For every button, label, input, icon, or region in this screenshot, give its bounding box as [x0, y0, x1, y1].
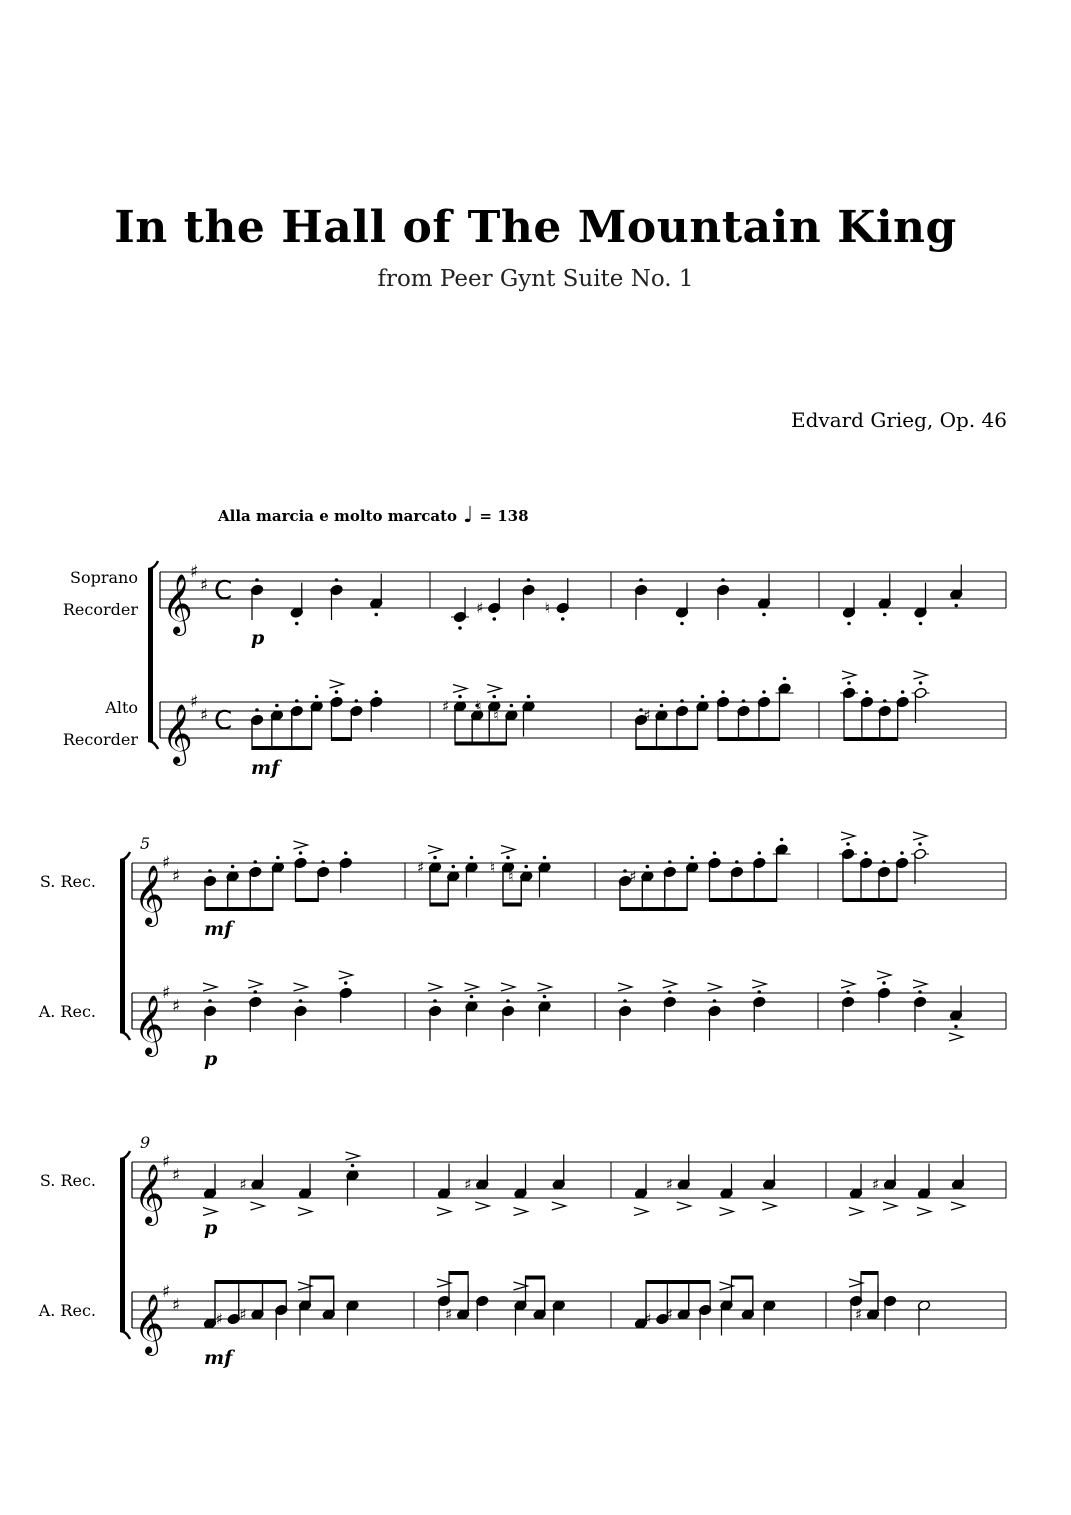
accent-mark	[552, 1202, 566, 1210]
staccato-dot	[780, 838, 784, 842]
sharp-icon: ♯	[172, 996, 181, 1017]
note	[757, 574, 770, 617]
system-3	[38, 1133, 1006, 1369]
sharp-icon: ♯	[215, 1310, 224, 1328]
system-bracket	[120, 860, 125, 1032]
accent-mark	[949, 1033, 963, 1041]
note	[552, 1300, 565, 1336]
sharp-icon: ♯	[172, 1295, 181, 1316]
staccato-dot	[680, 622, 684, 626]
natural-icon: ♮	[490, 858, 496, 877]
staccato-dot	[208, 869, 212, 873]
soprano-staff	[40, 832, 1006, 940]
note	[951, 1155, 965, 1211]
staccato-dot	[470, 995, 474, 999]
beam	[455, 742, 506, 746]
sharp-icon: ♯	[162, 1282, 171, 1302]
staccato-dot	[701, 695, 705, 699]
accent-mark	[877, 971, 891, 979]
staccato-dot	[295, 622, 299, 626]
staccato-dot	[918, 990, 922, 994]
natural-icon: ♮	[508, 867, 514, 886]
note	[538, 983, 552, 1037]
staccato-dot	[492, 695, 496, 699]
staccato-dot	[506, 856, 510, 860]
bracket-top-hook	[120, 852, 130, 860]
staccato-dot	[713, 851, 717, 855]
staccato-dot	[865, 690, 869, 694]
staccato-dot	[639, 578, 643, 582]
note	[203, 983, 217, 1041]
bracket-top-hook	[120, 1151, 130, 1159]
staccato-dot	[255, 578, 259, 582]
dynamic-marking: p	[204, 1217, 218, 1239]
staccato-dot	[344, 981, 348, 985]
quarter-note-icon: ♩	[463, 503, 474, 528]
sharp-icon: ♯	[190, 562, 199, 582]
composer-credit: Edvard Grieg, Op. 46	[791, 408, 1007, 432]
sharp-icon: ♯	[476, 599, 484, 617]
staccato-dot	[527, 695, 531, 699]
accent-mark	[203, 983, 217, 991]
note	[508, 865, 533, 907]
accent-mark	[917, 1208, 931, 1216]
note	[464, 1155, 489, 1211]
accent-mark	[842, 671, 856, 679]
staccato-dot	[919, 681, 923, 685]
accent-mark	[663, 980, 677, 988]
note	[913, 980, 927, 1032]
staccato-dot	[783, 677, 787, 681]
piece-title: In the Hall of The Mountain King	[114, 202, 957, 253]
natural-icon: ♮	[493, 706, 499, 725]
staccato-dot	[883, 699, 887, 703]
accent-mark	[914, 671, 928, 679]
sharp-icon: ♯	[643, 706, 651, 725]
note	[339, 971, 353, 1023]
note	[877, 971, 891, 1023]
bracket-bottom-hook	[120, 1331, 130, 1339]
staccato-dot	[335, 690, 339, 694]
note	[629, 865, 654, 907]
staccato-dot	[668, 860, 672, 864]
instrument-name-short: S. Rec.	[39, 872, 96, 891]
system-2	[38, 832, 1006, 1070]
accent-mark	[841, 832, 855, 840]
staccato-dot	[510, 704, 514, 708]
accent-mark	[913, 832, 927, 840]
measure-number: 5	[140, 834, 151, 853]
treble-clef-icon: 𝄞	[134, 1164, 165, 1224]
sharp-icon: ♯	[442, 697, 450, 716]
staccato-dot	[458, 695, 462, 699]
alto-staff	[38, 971, 1006, 1070]
staccato-dot	[451, 865, 455, 869]
staccato-dot	[882, 860, 886, 864]
sharp-icon: ♯	[172, 866, 181, 887]
treble-clef-icon: 𝄞	[134, 995, 165, 1055]
note	[663, 980, 677, 1032]
accent-mark	[752, 980, 766, 988]
note	[493, 704, 518, 746]
beam	[844, 737, 898, 741]
sharp-icon: ♯	[445, 1305, 453, 1324]
instrument-name-short: A. Rec.	[38, 1301, 96, 1320]
staccato-dot	[506, 999, 510, 1003]
staccato-dot	[757, 851, 761, 855]
beam	[449, 1271, 468, 1275]
staccato-dot	[295, 699, 299, 703]
staccato-dot	[864, 851, 868, 855]
sharp-icon: ♯	[644, 1310, 652, 1328]
note	[501, 983, 515, 1041]
accent-mark	[453, 685, 467, 693]
beam	[526, 1276, 545, 1280]
note	[773, 838, 791, 880]
alto-staff	[38, 1271, 1006, 1369]
staccato-dot	[299, 851, 303, 855]
time-signature: C	[214, 706, 233, 736]
staccato-dot	[543, 856, 547, 860]
staccato-dot	[433, 999, 437, 1003]
staccato-dot	[231, 865, 235, 869]
note	[840, 671, 858, 723]
accent-mark	[501, 846, 515, 854]
note	[708, 983, 722, 1041]
note	[666, 1155, 691, 1211]
note	[917, 1300, 930, 1336]
beam	[732, 1276, 753, 1280]
soprano-staff	[40, 1152, 1006, 1239]
accent-mark	[677, 1202, 691, 1210]
staccato-dot	[757, 990, 761, 994]
staccato-dot	[299, 999, 303, 1003]
beam	[646, 1280, 710, 1284]
note	[878, 574, 891, 617]
beam	[215, 1280, 286, 1284]
accent-mark	[708, 983, 722, 991]
sharp-icon: ♯	[162, 1152, 171, 1172]
accent-mark	[428, 846, 442, 854]
sharp-icon: ♯	[190, 692, 199, 712]
accent-mark	[762, 1202, 776, 1210]
staccato-dot	[901, 690, 905, 694]
staccato-dot	[470, 856, 474, 860]
treble-clef-icon: 𝄞	[162, 704, 193, 764]
note	[522, 695, 535, 737]
sharp-icon: ♯	[172, 1165, 181, 1186]
note	[752, 980, 766, 1032]
note	[842, 583, 855, 626]
staccato-dot	[742, 699, 746, 703]
note	[666, 1285, 691, 1324]
staccato-dot	[721, 578, 725, 582]
accent-mark	[294, 841, 308, 849]
sharp-icon: ♯	[162, 983, 171, 1003]
natural-icon: ♮	[476, 697, 482, 716]
staccato-dot	[433, 856, 437, 860]
beam	[252, 746, 312, 750]
note	[465, 856, 478, 898]
bracket-bottom-hook	[148, 741, 158, 749]
measure-number: 9	[140, 1133, 151, 1152]
accent-mark	[841, 980, 855, 988]
staccato-dot	[623, 869, 627, 873]
note	[675, 583, 688, 626]
staccato-dot	[524, 865, 528, 869]
staccato-dot	[954, 1025, 958, 1029]
accent-mark	[913, 980, 927, 988]
staccato-dot	[275, 704, 279, 708]
staccato-dot	[639, 708, 643, 712]
accent-mark	[465, 983, 479, 991]
accent-mark	[951, 1202, 965, 1210]
accent-mark	[514, 1208, 528, 1216]
dynamic-marking: mf	[204, 918, 233, 940]
accent-mark	[346, 1152, 360, 1160]
note	[370, 574, 383, 617]
accent-mark	[248, 980, 262, 988]
instrument-name-short: S. Rec.	[39, 1171, 96, 1190]
note	[841, 980, 855, 1032]
note	[914, 583, 927, 626]
accent-mark	[849, 1208, 863, 1216]
staccato-dot	[344, 851, 348, 855]
note	[912, 671, 930, 723]
note	[290, 583, 303, 626]
staccato-dot	[208, 999, 212, 1003]
instrument-name-short: A. Rec.	[38, 1002, 96, 1021]
accent-mark	[618, 983, 632, 991]
staccato-dot	[762, 613, 766, 617]
piece-subtitle: from Peer Gynt Suite No. 1	[377, 266, 694, 292]
beam	[205, 907, 273, 911]
note	[476, 1295, 489, 1331]
note	[911, 832, 929, 884]
dynamic-marking: mf	[251, 757, 280, 779]
beam	[620, 907, 687, 911]
sharp-icon: ♯	[200, 575, 209, 596]
staccato-dot	[847, 622, 851, 626]
dynamic-marking: mf	[204, 1347, 233, 1369]
beam	[636, 746, 698, 750]
staccato-dot	[374, 690, 378, 694]
staccato-dot	[846, 842, 850, 846]
staccato-dot	[527, 578, 531, 582]
tempo-bpm: = 138	[479, 507, 529, 525]
staccato-dot	[374, 613, 378, 617]
staccato-dot	[561, 617, 565, 621]
staccato-dot	[458, 626, 462, 630]
beam	[332, 737, 352, 741]
sharp-icon: ♯	[417, 858, 425, 877]
sharp-icon: ♯	[239, 1175, 247, 1194]
staccato-dot	[335, 578, 339, 582]
staccato-dot	[315, 695, 319, 699]
note	[763, 1300, 776, 1336]
tempo-text: Alla marcia e molto marcato	[218, 507, 458, 525]
bracket-bottom-hook	[120, 1032, 130, 1040]
staccato-dot	[954, 604, 958, 608]
accent-mark	[203, 1208, 217, 1216]
beam	[718, 737, 780, 741]
staccato-dot	[253, 860, 257, 864]
beam	[430, 903, 448, 907]
note	[216, 1289, 241, 1328]
staccato-dot	[646, 865, 650, 869]
natural-icon: ♮	[544, 599, 551, 617]
beam	[710, 898, 777, 902]
staccato-dot	[721, 690, 725, 694]
accent-mark	[428, 983, 442, 991]
staccato-dot	[735, 860, 739, 864]
sharp-icon: ♯	[855, 1305, 863, 1324]
note	[346, 1300, 359, 1336]
sharp-icon: ♯	[629, 867, 637, 886]
staccato-dot	[690, 856, 694, 860]
staccato-dot	[900, 851, 904, 855]
staccato-dot	[253, 990, 257, 994]
note	[346, 1152, 360, 1206]
time-signature: C	[214, 576, 233, 606]
staccato-dot	[668, 990, 672, 994]
sharp-icon: ♯	[200, 705, 209, 726]
soprano-staff	[63, 562, 1006, 649]
accent-mark	[720, 1208, 734, 1216]
note	[618, 983, 632, 1041]
instrument-name: Soprano	[70, 568, 138, 587]
staccato-dot	[255, 708, 259, 712]
dynamic-marking: p	[251, 627, 265, 649]
note	[872, 1155, 897, 1211]
accent-mark	[294, 983, 308, 991]
note	[428, 983, 442, 1041]
accent-mark	[487, 685, 501, 693]
staccato-dot	[882, 981, 886, 985]
note	[883, 1295, 896, 1331]
bracket-top-hook	[148, 561, 158, 569]
sharp-icon: ♯	[872, 1175, 880, 1194]
beam	[310, 1276, 334, 1280]
note	[240, 1155, 265, 1211]
note	[538, 856, 551, 898]
note	[552, 1155, 566, 1211]
accent-mark	[298, 1208, 312, 1216]
note	[949, 986, 963, 1042]
staccato-dot	[846, 990, 850, 994]
beam	[843, 898, 897, 902]
accent-mark	[330, 680, 344, 688]
staccato-dot	[918, 842, 922, 846]
staccato-dot	[919, 622, 923, 626]
treble-clef-icon: 𝄞	[134, 1294, 165, 1354]
treble-clef-icon: 𝄞	[162, 574, 193, 634]
beam	[503, 903, 521, 907]
note	[248, 980, 262, 1032]
accent-mark	[501, 983, 515, 991]
note	[839, 832, 857, 884]
system-1	[63, 561, 1006, 779]
staccato-dot	[355, 699, 359, 703]
alto-staff	[63, 671, 1006, 779]
sharp-icon: ♯	[665, 1305, 674, 1324]
staccato-dot	[883, 613, 887, 617]
treble-clef-icon: 𝄞	[134, 865, 165, 925]
dynamic-marking: p	[204, 1048, 218, 1070]
staccato-dot	[713, 999, 717, 1003]
accent-mark	[883, 1202, 897, 1210]
staccato-dot	[762, 690, 766, 694]
sharp-icon: ♯	[239, 1305, 247, 1324]
accent-mark	[634, 1208, 648, 1216]
accent-mark	[538, 983, 552, 991]
note	[465, 983, 479, 1037]
system-bracket	[120, 1159, 125, 1331]
instrument-name: Alto	[105, 698, 138, 717]
note	[644, 704, 669, 746]
staccato-dot	[351, 1164, 355, 1168]
system-bracket	[148, 569, 153, 741]
accent-mark	[339, 971, 353, 979]
note	[950, 565, 963, 608]
staccato-dot	[321, 860, 325, 864]
staccato-dot	[492, 617, 496, 621]
accent-mark	[437, 1208, 451, 1216]
accent-mark	[251, 1202, 265, 1210]
staccato-dot	[276, 856, 280, 860]
sharp-icon: ♯	[665, 1175, 674, 1194]
note	[294, 983, 308, 1041]
staccato-dot	[543, 995, 547, 999]
staccato-dot	[623, 999, 627, 1003]
note	[776, 677, 794, 719]
beam	[296, 898, 319, 902]
staccato-dot	[680, 699, 684, 703]
note	[762, 1155, 776, 1211]
staccato-dot	[660, 704, 664, 708]
instrument-name: Recorder	[62, 600, 138, 619]
beam	[861, 1271, 878, 1275]
instrument-name: Recorder	[62, 730, 138, 749]
sharp-icon: ♯	[464, 1175, 472, 1194]
accent-mark	[475, 1202, 489, 1210]
sharp-icon: ♯	[162, 853, 171, 873]
staccato-dot	[847, 681, 851, 685]
note	[240, 1285, 265, 1324]
